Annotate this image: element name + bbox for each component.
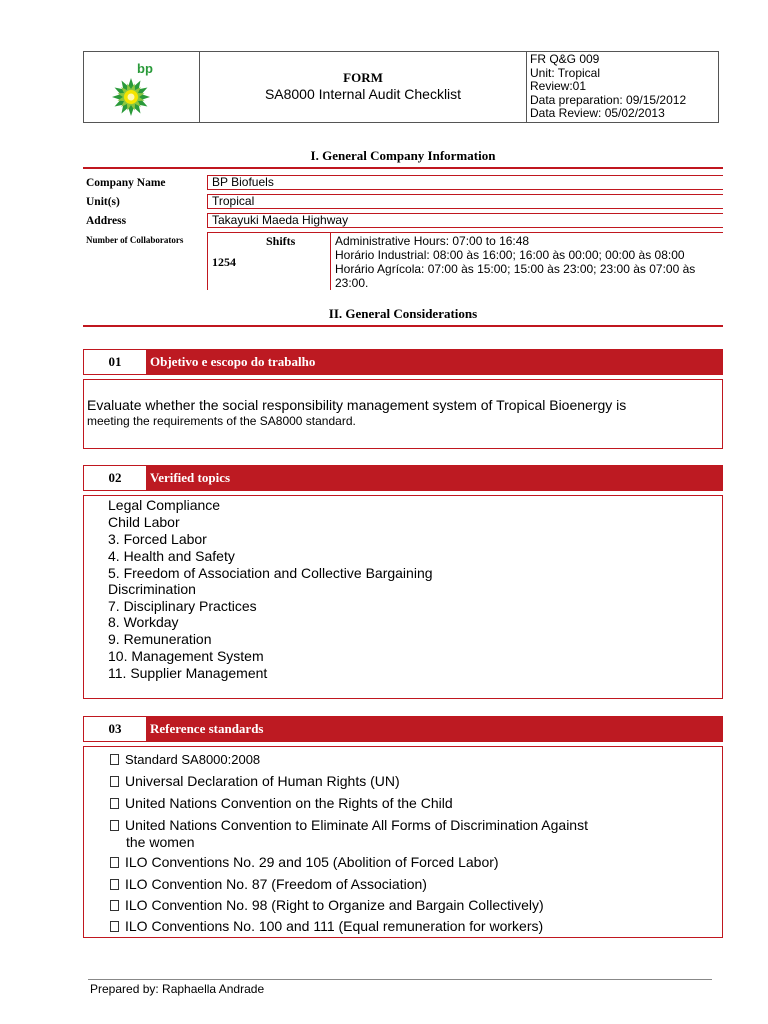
standard-item: [110, 854, 499, 870]
shift-line: 23:00.: [335, 276, 369, 290]
section-01-body: [83, 379, 723, 449]
standard-item: [110, 876, 427, 892]
standard-label: United Nations Convention on the Rights of the Child: [125, 795, 453, 811]
topic-item: 7. Disciplinary Practices: [108, 598, 257, 614]
form-code: FR Q&G 009: [530, 52, 600, 66]
standard-label-continuation: the women: [126, 834, 195, 850]
section-label: Verified topics: [146, 466, 722, 490]
standard-label: United Nations Convention to Eliminate All Forms of Discrimination Against: [125, 817, 588, 833]
topic-item: 9. Remuneration: [108, 631, 212, 647]
logo-text: bp: [137, 61, 153, 76]
units-label: Unit(s): [86, 196, 120, 208]
standard-item: [110, 918, 543, 934]
standard-label: ILO Conventions No. 100 and 111 (Equal remuneration for workers): [125, 918, 544, 934]
section-number: 01: [84, 350, 146, 374]
standard-label: ILO Conventions No. 29 and 105 (Abolition of Forced Labor): [125, 854, 499, 870]
section-title-general-info: I. General Company Information: [310, 148, 496, 163]
checkbox-icon: [110, 798, 119, 809]
form-review-date: Data Review: 05/02/2013: [530, 106, 665, 121]
objective-text: Evaluate whether the social responsibility management system of Tropical Bioenergy is: [87, 397, 627, 413]
section-number: 03: [84, 717, 146, 741]
topic-item: 3. Forced Labor: [108, 531, 207, 547]
standard-item: [110, 897, 544, 913]
bp-helios-logo: [84, 52, 199, 122]
standard-label: Universal Declaration of Human Rights (UN): [125, 773, 400, 789]
form-review: Review:01: [530, 79, 587, 94]
address-label: Address: [86, 215, 127, 227]
standard-label: Standard SA8000:2008: [125, 752, 261, 767]
standard-item: [110, 817, 588, 833]
checkbox-icon: [110, 857, 119, 868]
units-value: Tropical: [207, 194, 723, 209]
divider: [330, 232, 331, 290]
standard-label: ILO Convention No. 87 (Freedom of Association): [125, 876, 427, 892]
form-header: [83, 51, 719, 123]
shifts-label: Shifts: [266, 234, 296, 248]
standard-label: ILO Convention No. 98 (Right to Organize and Bargain Collectively): [125, 897, 544, 913]
prepared-by: Prepared by: Raphaella Andrade: [90, 982, 265, 996]
divider: [83, 167, 723, 169]
section-01-header: [83, 349, 723, 375]
shifts-value: [335, 234, 695, 290]
form-preparation-date: Data preparation: 09/15/2012: [530, 92, 687, 107]
footer-rule: [88, 979, 712, 980]
company-name-label: Company Name: [86, 177, 166, 189]
checkbox-icon: [110, 900, 119, 911]
topic-item: Legal Compliance: [108, 497, 221, 513]
checkbox-icon: [110, 879, 119, 890]
section-03-header: [83, 716, 723, 742]
form-label: FORM: [343, 70, 383, 85]
divider: [207, 232, 723, 233]
topic-item: 5. Freedom of Association and Collective Bargaining: [108, 565, 433, 581]
checkbox-icon: [110, 776, 119, 787]
form-title-cell: [200, 52, 526, 122]
section-02-header: [83, 465, 723, 491]
divider: [207, 232, 208, 290]
shift-line: Administrative Hours: 07:00 to 16:48: [335, 234, 530, 248]
form-title: SA8000 Internal Audit Checklist: [264, 86, 462, 102]
checkbox-icon: [110, 820, 119, 831]
topic-item: 10. Management System: [108, 648, 264, 664]
topic-item: Child Labor: [108, 514, 180, 530]
standard-item: [110, 773, 400, 789]
divider: [83, 325, 723, 327]
form-meta: [530, 53, 686, 121]
collaborators-label: Number of Collaborators: [86, 235, 184, 245]
collaborators-value: 1254: [212, 255, 236, 269]
section-label: Reference standards: [146, 717, 722, 741]
standard-item: [110, 795, 453, 811]
topic-item: 8. Workday: [108, 614, 179, 630]
checkbox-icon: [110, 921, 119, 932]
topic-item: 11. Supplier Management: [108, 665, 268, 681]
section-number: 02: [84, 466, 146, 490]
checkbox-icon: [110, 754, 119, 765]
logo-cell: [84, 52, 199, 122]
shift-line: Horário Agrícola: 07:00 às 15:00; 15:00 às 23:00; 23:00 às 07:00 às: [335, 262, 696, 276]
section-label: Objetivo e escopo do trabalho: [146, 350, 722, 374]
objective-text: meeting the requirements of the SA8000 standard.: [87, 414, 356, 428]
topic-item: Discrimination: [108, 581, 196, 597]
section-title-general-considerations: II. General Considerations: [328, 306, 478, 321]
address-value: Takayuki Maeda Highway: [207, 213, 723, 228]
topic-item: 4. Health and Safety: [108, 548, 235, 564]
form-unit: Unit: Tropical: [530, 65, 601, 80]
standard-item: [110, 752, 260, 767]
shift-line: Horário Industrial: 08:00 às 16:00; 16:00 às 00:00; 00:00 às 08:00: [335, 248, 685, 262]
company-name-value: BP Biofuels: [207, 175, 723, 190]
